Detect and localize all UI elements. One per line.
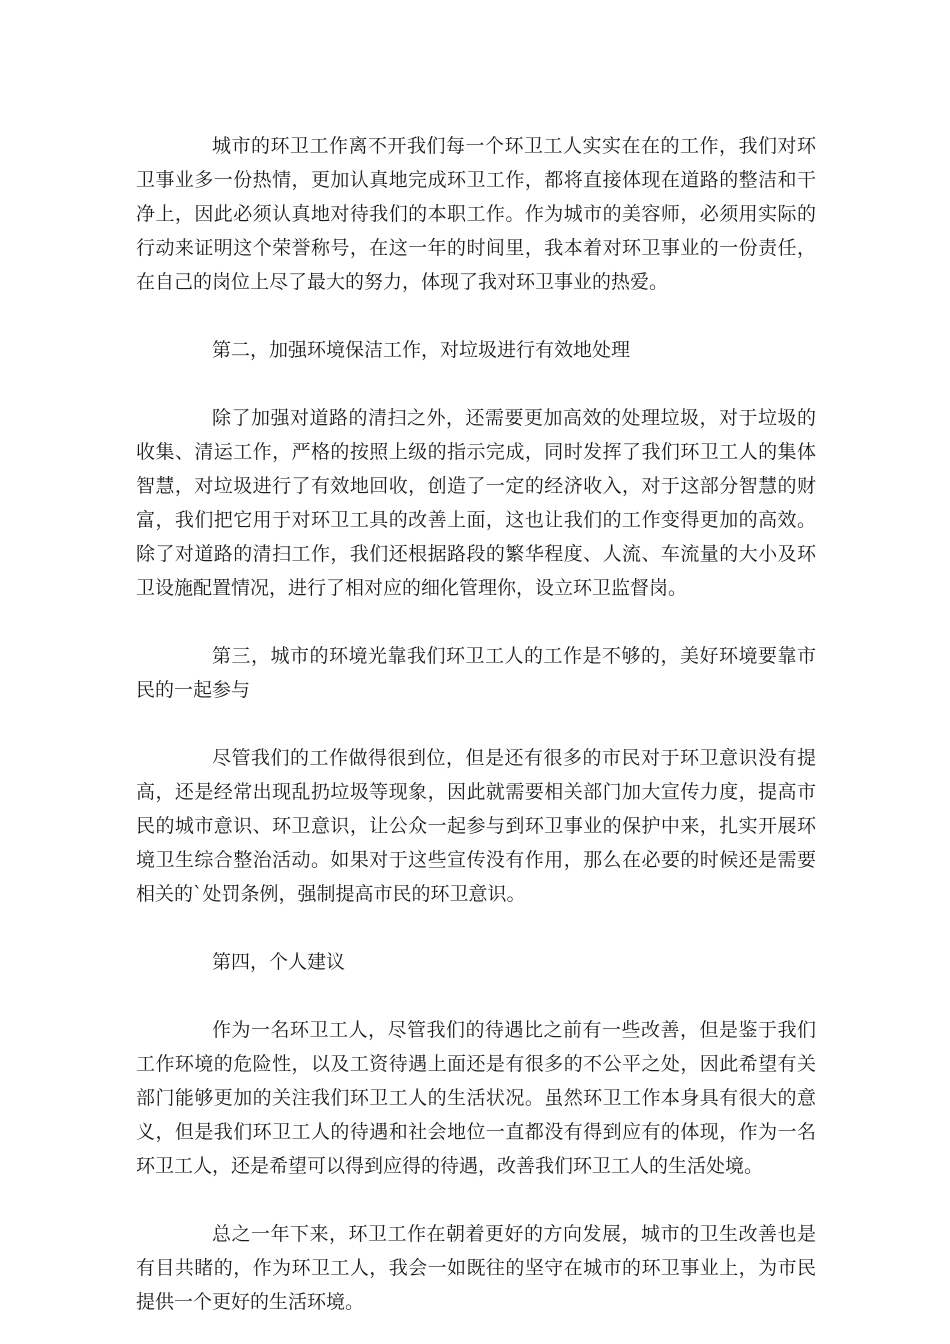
paragraph-waste-handling: 除了加强对道路的清扫之外，还需要更加高效的处理垃圾，对于垃圾的收集、清运工作，严格的按照上级的指示完成，同时发挥了我们环卫工人的集体智慧，对垃圾进行了有效地回收，创造了一定的经济收入，对于这部分智慧的财富，我们把它用于对环卫工具的改善上面，这也让我们的工作变得更加的高效。除了对道路的清扫工作，我们还根据路段的繁华程度、人流、车流量的大小及环卫设施配置情况，进行了相对应的细化管理你，设立环卫监督岗。: [136, 407, 816, 599]
paragraph-intro: 城市的环卫工作离不开我们每一个环卫工人实实在在的工作，我们对环卫事业多一份热情，更加认真地完成环卫工作，都将直接体现在道路的整洁和干净上，因此必须认真地对待我们的本职工作。作为城市的美容师，必须用实际的行动来证明这个荣誉称号，在这一年的时间里，我本着对环卫事业的一份责任，在自己的岗位上尽了最大的努力，体现了我对环卫事业的热爱。: [136, 135, 816, 293]
heading-section-two: 第二，加强环境保洁工作，对垃圾进行有效地处理: [212, 339, 631, 361]
paragraph-personal-suggestion: 作为一名环卫工人，尽管我们的待遇比之前有一些改善，但是鉴于我们工作环境的危险性，以及工资待遇上面还是有很多的不公平之处，因此希望有关部门能够更加的关注我们环卫工人的生活状况。虽然环卫工作本身具有很大的意义，但是我们环卫工人的待遇和社会地位一直都没有得到应有的体现，作为一名环卫工人，还是希望可以得到应得的待遇，改善我们环卫工人的生活处境。: [136, 1019, 816, 1177]
paragraph-public-awareness: 尽管我们的工作做得很到位，但是还有很多的市民对于环卫意识没有提高，还是经常出现乱扔垃圾等现象，因此就需要相关部门加大宣传力度，提高市民的城市意识、环卫意识，让公众一起参与到环卫事业的保护中来，扎实开展环境卫生综合整治活动。如果对于这些宣传没有作用，那么在必要的时候还是需要相关的`处罚条例，强制提高市民的环卫意识。: [136, 747, 816, 905]
heading-section-three: 第三，城市的环境光靠我们环卫工人的工作是不够的，美好环境要靠市民的一起参与: [136, 645, 816, 701]
heading-section-four: 第四，个人建议: [212, 951, 346, 973]
paragraph-conclusion: 总之一年下来，环卫工作在朝着更好的方向发展，城市的卫生改善也是有目共睹的，作为环卫工人，我会一如既往的坚守在城市的环卫事业上，为市民提供一个更好的生活环境。: [136, 1223, 816, 1313]
document-body: [136, 129, 816, 1319]
